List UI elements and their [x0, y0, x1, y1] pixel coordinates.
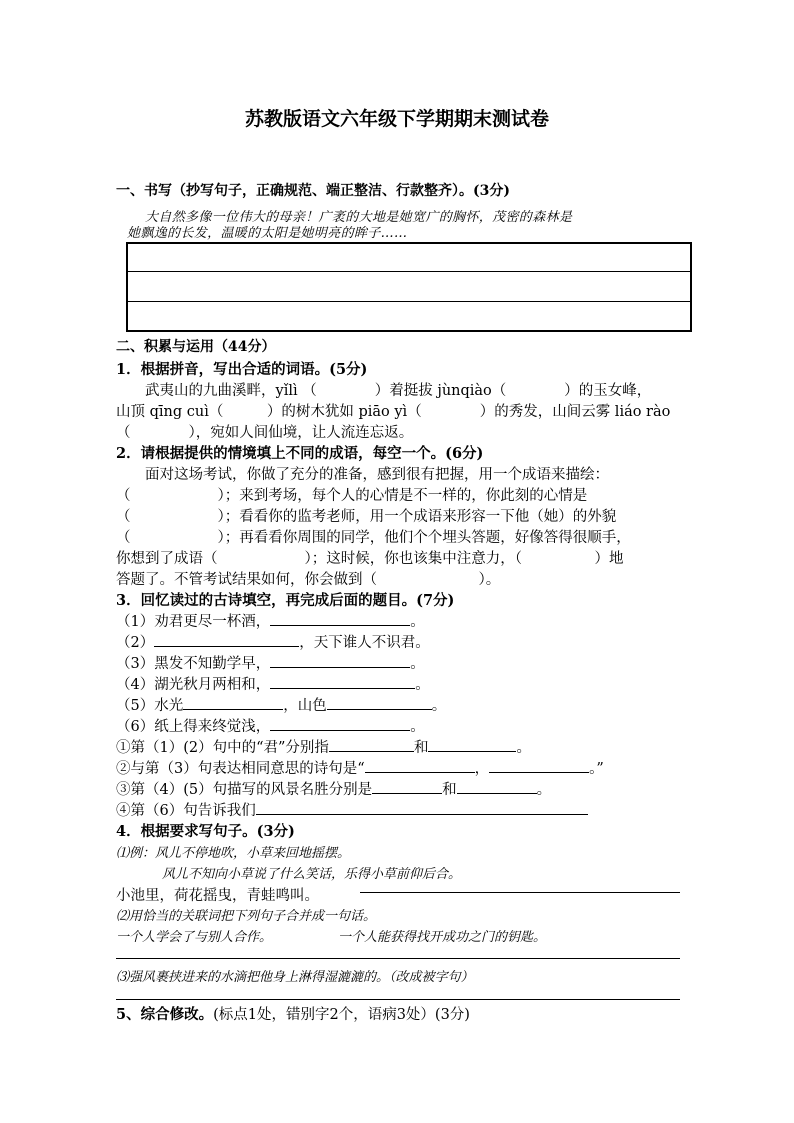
poem-5-end: 。: [431, 698, 447, 714]
q2-line-1: 面对这场考试，你做了充分的准备，感到很有把握，用一个成语来描绘：: [145, 467, 609, 483]
q1-line-3: （ ），宛如人间仙境，让人流连忘返。: [116, 425, 414, 441]
writing-line: [128, 271, 690, 272]
poem-line-4: [116, 673, 430, 694]
q3-sub-2-text: ②与第（3）句表达相同意思的诗句是“: [116, 761, 365, 777]
q5-line: [116, 1003, 470, 1024]
q3-sub-4-text: ④第（6）句告诉我们: [116, 803, 256, 819]
q3-sub-1-text: ①第（1）(2）句中的“君”分别指: [116, 740, 329, 756]
q3-sub-4: [116, 799, 588, 820]
q3-sub-1: [116, 736, 531, 757]
q4-answer-line-2[interactable]: [116, 958, 680, 959]
poem-4-text: （4）湖光秋月两相和，: [116, 677, 271, 693]
poem-3-blank[interactable]: [270, 653, 410, 668]
q3-sub-3: [116, 778, 551, 799]
q4-task-1: 小池里，荷花摇曳，青蛙鸣叫。: [116, 888, 319, 904]
q3-sub-2-end: 。”: [589, 761, 604, 777]
q4-task-2: ⑵用恰当的关联词把下列句子合并成一句话。: [116, 909, 377, 924]
q4-answer-line-3[interactable]: [116, 999, 680, 1000]
poem-line-3: [116, 652, 425, 673]
poem-6-text: （6）纸上得来终觉浅，: [116, 719, 271, 735]
poem-5-text: （5）水光: [116, 698, 184, 714]
q2-line-4: （ ）；再看看你周围的同学，他们个个埋头答题，好像答得很顺手，: [116, 530, 631, 546]
q5-heading: 5、综合修改。: [116, 1006, 214, 1023]
q3-sub-2-mid: ，: [474, 761, 490, 777]
section1-heading: 一、书写（抄写句子，正确规范、端正整洁、行款整齐）。(3分): [116, 183, 510, 199]
q2-line-3: （ ）；看看你的监考老师，用一个成语来形容一下他（她）的外貌: [116, 509, 617, 525]
poem-4-end: 。: [415, 677, 430, 693]
q4-example-1: ⑴例：风儿不停地吹，小草来回地摇摆。: [116, 846, 351, 861]
poem-2-blank[interactable]: [154, 632, 299, 647]
q5-tail: (标点1处，错别字2个，语病3处）(3分): [213, 1007, 470, 1023]
poem-5-blank-a[interactable]: [183, 695, 283, 710]
q4-task-2-a: 一个人学会了与别人合作。: [116, 930, 273, 945]
q1-line-1: 武夷山的九曲溪畔，yǐlì （ ）着挺拔 jùnqiào（ ）的玉女峰，: [145, 383, 652, 399]
poem-5-blank-b[interactable]: [327, 695, 432, 710]
poem-line-6: [116, 715, 425, 736]
q3-sub-3-blank-a[interactable]: [372, 779, 442, 794]
q4-example-2: 风儿不知向小草说了什么笑话，乐得小草前仰后合。: [162, 867, 462, 882]
q2-line-2: （ ）；来到考场，每个人的心情是不一样的，你此刻的心情是: [116, 488, 588, 504]
poem-4-blank[interactable]: [270, 674, 415, 689]
poem-2-text: （2）: [116, 635, 155, 651]
q1-line-2: 山顶 qīng cuì（ ）的树木犹如 piāo yì（ ）的秀发，山间云雾 liáo rào: [116, 404, 671, 420]
poem-6-blank[interactable]: [270, 716, 410, 731]
q3-sub-2-blank-a[interactable]: [365, 758, 475, 773]
poem-line-2: [116, 631, 430, 652]
poem-line-5: [116, 694, 446, 715]
q3-sub-3-end: 。: [536, 782, 552, 798]
q3-sub-1-mid: 和: [413, 740, 429, 756]
q3-heading: 3．回忆读过的古诗填空，再完成后面的题目。(7分): [116, 592, 455, 609]
q4-heading: 4．根据要求写句子。(3分): [116, 823, 295, 840]
q3-sub-4-blank[interactable]: [256, 800, 588, 815]
q4-task-2-b: 一个人能获得找开成功之门的钥匙。: [338, 930, 547, 945]
q3-sub-2-blank-b[interactable]: [489, 758, 589, 773]
poem-line-1: [116, 610, 425, 631]
page-title: 苏教版语文六年级下学期期末测试卷: [244, 108, 549, 130]
poem-5-mid: ，山色: [283, 698, 327, 714]
handwriting-box[interactable]: [126, 242, 692, 332]
passage-line-2: 她飘逸的长发，温暖的太阳是她明亮的眸子……: [127, 226, 408, 241]
poem-3-text: （3）黑发不知勤学早，: [116, 656, 271, 672]
q3-sub-2: [116, 757, 604, 778]
q4-answer-line-1[interactable]: [360, 892, 680, 893]
poem-3-end: 。: [410, 656, 425, 672]
writing-line: [128, 301, 690, 302]
q3-sub-3-mid: 和: [442, 782, 457, 798]
q2-heading: 2．请根据提供的情境填上不同的成语，每空一个。(6分): [116, 445, 484, 462]
passage-line-1: 大自然多像一位伟大的母亲！广袤的大地是她宽广的胸怀，茂密的森林是: [145, 210, 573, 225]
section2-heading: 二、积累与运用（44分）: [116, 339, 276, 355]
q3-sub-3-blank-b[interactable]: [457, 779, 537, 794]
poem-1-text: （1）劝君更尽一杯酒，: [116, 614, 271, 630]
poem-2-end: ，天下谁人不识君。: [299, 635, 430, 651]
q3-sub-1-blank-b[interactable]: [428, 737, 516, 752]
q2-line-5: 你想到了成语（ ）；这时候，你也该集中注意力，（ ）地: [116, 551, 624, 567]
poem-1-end: 。: [410, 614, 425, 630]
q3-sub-1-blank-a[interactable]: [329, 737, 414, 752]
poem-6-end: 。: [410, 719, 425, 735]
poem-1-blank[interactable]: [270, 611, 410, 626]
q3-sub-1-end: 。: [516, 740, 531, 756]
q4-task-3: ⑶强风裹挟进来的水滴把他身上淋得湿漉漉的。（改成被字句）: [116, 970, 474, 985]
q1-heading: 1．根据拼音，写出合适的词语。(5分): [116, 361, 368, 378]
q3-sub-3-text: ③第（4）(5）句描写的风景名胜分别是: [116, 782, 373, 798]
q2-line-6: 答题了。不管考试结果如何，你会做到（ ）。: [116, 572, 501, 588]
